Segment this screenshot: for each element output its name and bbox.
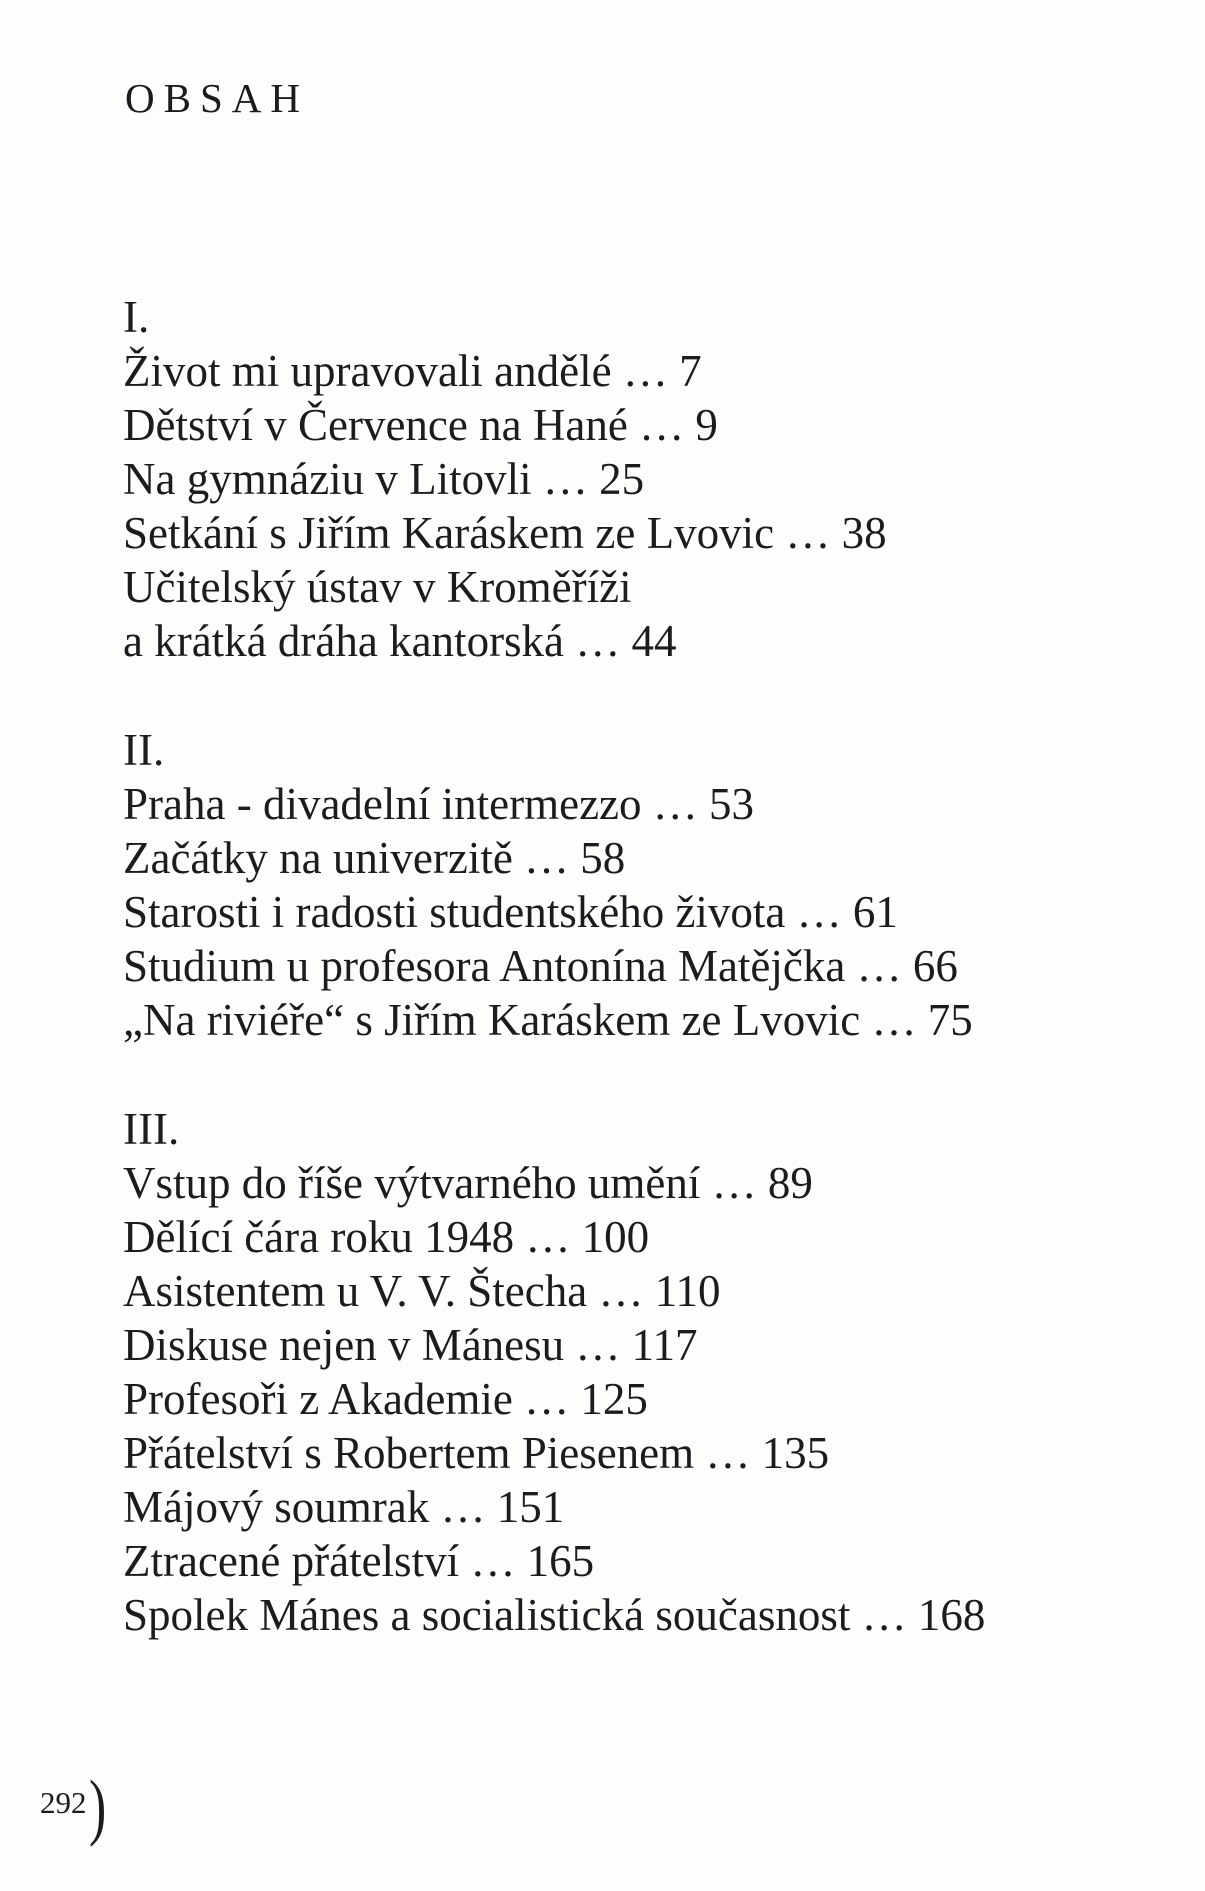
toc-entry-title: Dětství v Července na Hané — [123, 400, 628, 450]
toc-entry-title: Studium u profesora Antonína Matějčka — [123, 941, 846, 991]
toc-entry — [123, 1426, 985, 1480]
toc-page-number: 75 — [927, 995, 973, 1045]
toc-entry-title: Život mi upravovali andělé — [123, 346, 612, 396]
toc-entry-title: Praha - divadelní intermezzo — [123, 779, 642, 829]
toc-entry — [123, 1588, 985, 1642]
toc-entry-title: Setkání s Jiřím Karáskem ze Lvovic — [123, 508, 775, 558]
toc-page-number: 151 — [496, 1482, 565, 1532]
toc-page-number: 38 — [841, 508, 887, 558]
toc-page-number: 25 — [599, 454, 645, 504]
toc-page-number: 165 — [526, 1536, 595, 1586]
toc-entry — [123, 777, 973, 831]
toc-entry-title: „Na riviéře“ s Jiřím Karáskem ze Lvovic — [123, 995, 861, 1045]
page-title: OBSAH — [125, 75, 309, 121]
toc-entry-title: Diskuse nejen v Mánesu — [123, 1320, 565, 1370]
toc-entry — [123, 1534, 985, 1588]
toc-leader: … — [542, 454, 588, 504]
toc-page-number: 110 — [654, 1266, 721, 1316]
toc-entry — [123, 993, 973, 1047]
toc-entry — [123, 344, 887, 398]
toc-page-number: 89 — [767, 1158, 813, 1208]
toc-entry — [123, 1210, 985, 1264]
toc-leader: … — [711, 1158, 757, 1208]
toc-entry-title: Asistentem u V. V. Štecha — [123, 1266, 588, 1316]
toc-page-number: 135 — [761, 1428, 830, 1478]
toc-page-number: 125 — [580, 1374, 648, 1424]
toc-leader: … — [785, 508, 831, 558]
section-numeral: II. — [123, 725, 165, 775]
toc-entry-title: Začátky na univerzitě — [123, 833, 513, 883]
toc-entry — [123, 1264, 985, 1318]
toc-entry — [123, 560, 887, 614]
toc-leader: … — [525, 1212, 571, 1262]
toc-leader: … — [622, 346, 668, 396]
toc-page-number: 100 — [581, 1212, 650, 1262]
toc-entry — [123, 885, 973, 939]
toc-leader: … — [861, 1590, 907, 1640]
toc-entry — [123, 1372, 985, 1426]
toc-section-2 — [123, 723, 973, 1047]
toc-leader: … — [705, 1428, 751, 1478]
page-number: 292 — [40, 1785, 87, 1820]
toc-page-number: 44 — [631, 616, 677, 666]
toc-leader: … — [440, 1482, 486, 1532]
toc-leader: … — [524, 833, 570, 883]
toc-entry — [123, 1480, 985, 1534]
toc-leader: … — [639, 400, 685, 450]
toc-entry-list — [123, 777, 973, 1047]
toc-page-number: 58 — [580, 833, 626, 883]
toc-entry — [123, 452, 887, 506]
toc-entry-title: Učitelský ústav v Kroměříži — [123, 562, 632, 612]
toc-entry-title: Dělící čára roku 1948 — [123, 1212, 515, 1262]
toc-section-1 — [123, 290, 887, 668]
toc-entry-title: Starosti i radosti studentského života — [123, 887, 786, 937]
toc-leader: … — [856, 941, 902, 991]
toc-entry-title: Vstup do říše výtvarného umění — [123, 1158, 701, 1208]
toc-leader: … — [524, 1374, 570, 1424]
section-numeral: III. — [123, 1104, 180, 1154]
toc-entry-title: Májový soumrak — [123, 1482, 430, 1532]
toc-entry — [123, 614, 887, 668]
toc-leader: … — [871, 995, 917, 1045]
toc-leader: … — [575, 1320, 621, 1370]
toc-entry — [123, 831, 973, 885]
toc-entry-title: Přátelství s Robertem Piesenem — [123, 1428, 695, 1478]
toc-entry — [123, 398, 887, 452]
toc-entry-title: Ztracené přátelství — [123, 1536, 460, 1586]
toc-entry-title: a krátká dráha kantorská — [123, 616, 565, 666]
toc-leader: … — [470, 1536, 516, 1586]
toc-page-number: 53 — [709, 779, 755, 829]
toc-leader: … — [796, 887, 842, 937]
toc-entry — [123, 1156, 985, 1210]
toc-entry-title: Na gymnáziu v Litovli — [123, 454, 532, 504]
folio-bracket: ) — [88, 1766, 106, 1848]
toc-page-number: 168 — [917, 1590, 986, 1640]
toc-entry-list — [123, 1156, 985, 1642]
toc-entry — [123, 939, 973, 993]
toc-page-number: 9 — [695, 400, 718, 450]
toc-entry-title: Profesoři z Akademie — [123, 1374, 513, 1424]
toc-page-number: 117 — [631, 1320, 698, 1370]
toc-leader: … — [575, 616, 621, 666]
toc-page-number: 61 — [852, 887, 898, 937]
toc-entry — [123, 1318, 985, 1372]
section-numeral: I. — [123, 292, 150, 342]
toc-entry-title: Spolek Mánes a socialistická současnost — [123, 1590, 851, 1640]
page-folio — [40, 1766, 113, 1848]
toc-page-number: 66 — [912, 941, 958, 991]
toc-leader: … — [652, 779, 698, 829]
toc-entry — [123, 506, 887, 560]
toc-entry-list — [123, 344, 887, 668]
toc-section-3 — [123, 1102, 985, 1642]
toc-page-number: 7 — [679, 346, 702, 396]
toc-leader: … — [598, 1266, 644, 1316]
